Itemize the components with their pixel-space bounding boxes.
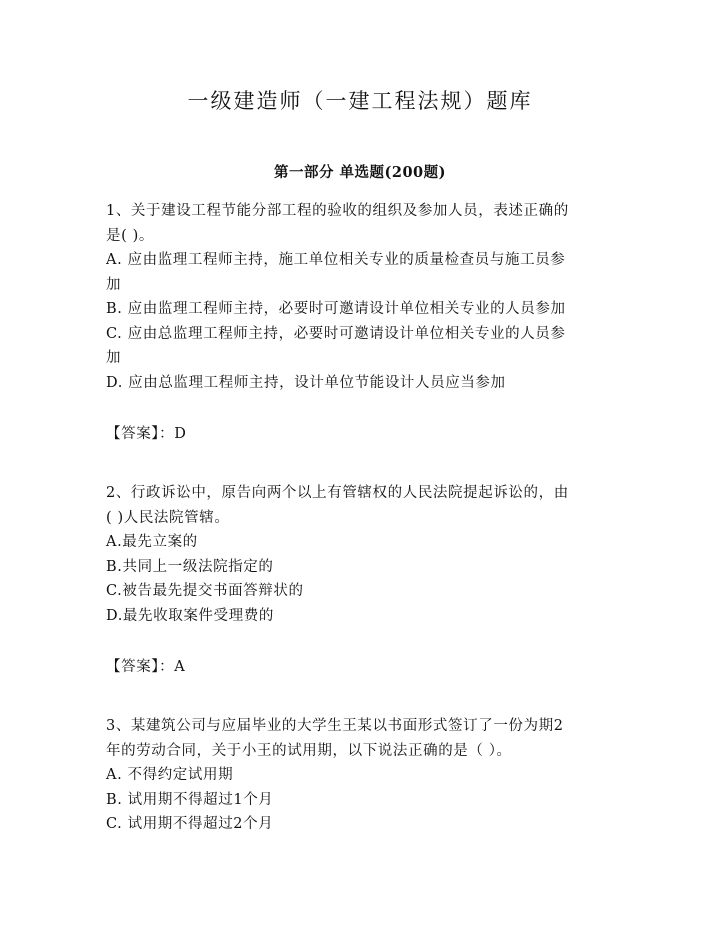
option-a: A. 应由监理工程师主持，施工单位相关专业的质量检查员与施工员参: [106, 252, 566, 268]
option-d: D. 应由总监理工程师主持，设计单位节能设计人员应当参加: [106, 374, 506, 391]
option-c: C. 应由总监理工程师主持，必要时可邀请设计单位相关专业的人员参: [106, 325, 566, 342]
option-a-continued: 加: [106, 276, 122, 293]
option-b: B.共同上一级法院指定的: [106, 558, 274, 575]
option-c: C.被告最先提交书面答辩状的: [106, 583, 304, 599]
document-title: 一级建造师（一建工程法规）题库: [187, 89, 533, 113]
question-stem-line: ( )人民法院管辖。: [106, 509, 230, 526]
question-stem-line: 年的劳动合同，关于小王的试用期，以下说法正确的是（ ）。: [106, 742, 512, 759]
question-3: [106, 714, 616, 837]
section-heading: 第一部分 单选题(200题): [273, 164, 447, 181]
option-c: C. 试用期不得超过2个月: [106, 816, 274, 832]
answer-2: 【答案】：A: [106, 659, 186, 675]
option-a: A. 不得约定试用期: [106, 767, 234, 783]
option-c-continued: 加: [106, 350, 122, 366]
question-stem-line: 3、某建筑公司与应届毕业的大学生王某以书面形式签订了一份为期2: [106, 718, 564, 734]
option-b: B. 试用期不得超过1个月: [106, 791, 274, 808]
question-stem-line: 1、关于建设工程节能分部工程的验收的组织及参加人员，表述正确的: [106, 203, 569, 219]
question-1: [106, 199, 616, 395]
option-d: D.最先收取案件受理费的: [106, 607, 274, 624]
option-a: A.最先立案的: [106, 534, 198, 550]
question-stem-line: 2、行政诉讼中，原告向两个以上有管辖权的人民法院提起诉讼的，由: [106, 485, 569, 501]
answer-1: 【答案】：D: [106, 426, 187, 442]
question-stem-line: 是( )。: [106, 227, 154, 244]
option-b: B. 应由监理工程师主持，必要时可邀请设计单位相关专业的人员参加: [106, 301, 566, 317]
question-2: [106, 481, 616, 628]
